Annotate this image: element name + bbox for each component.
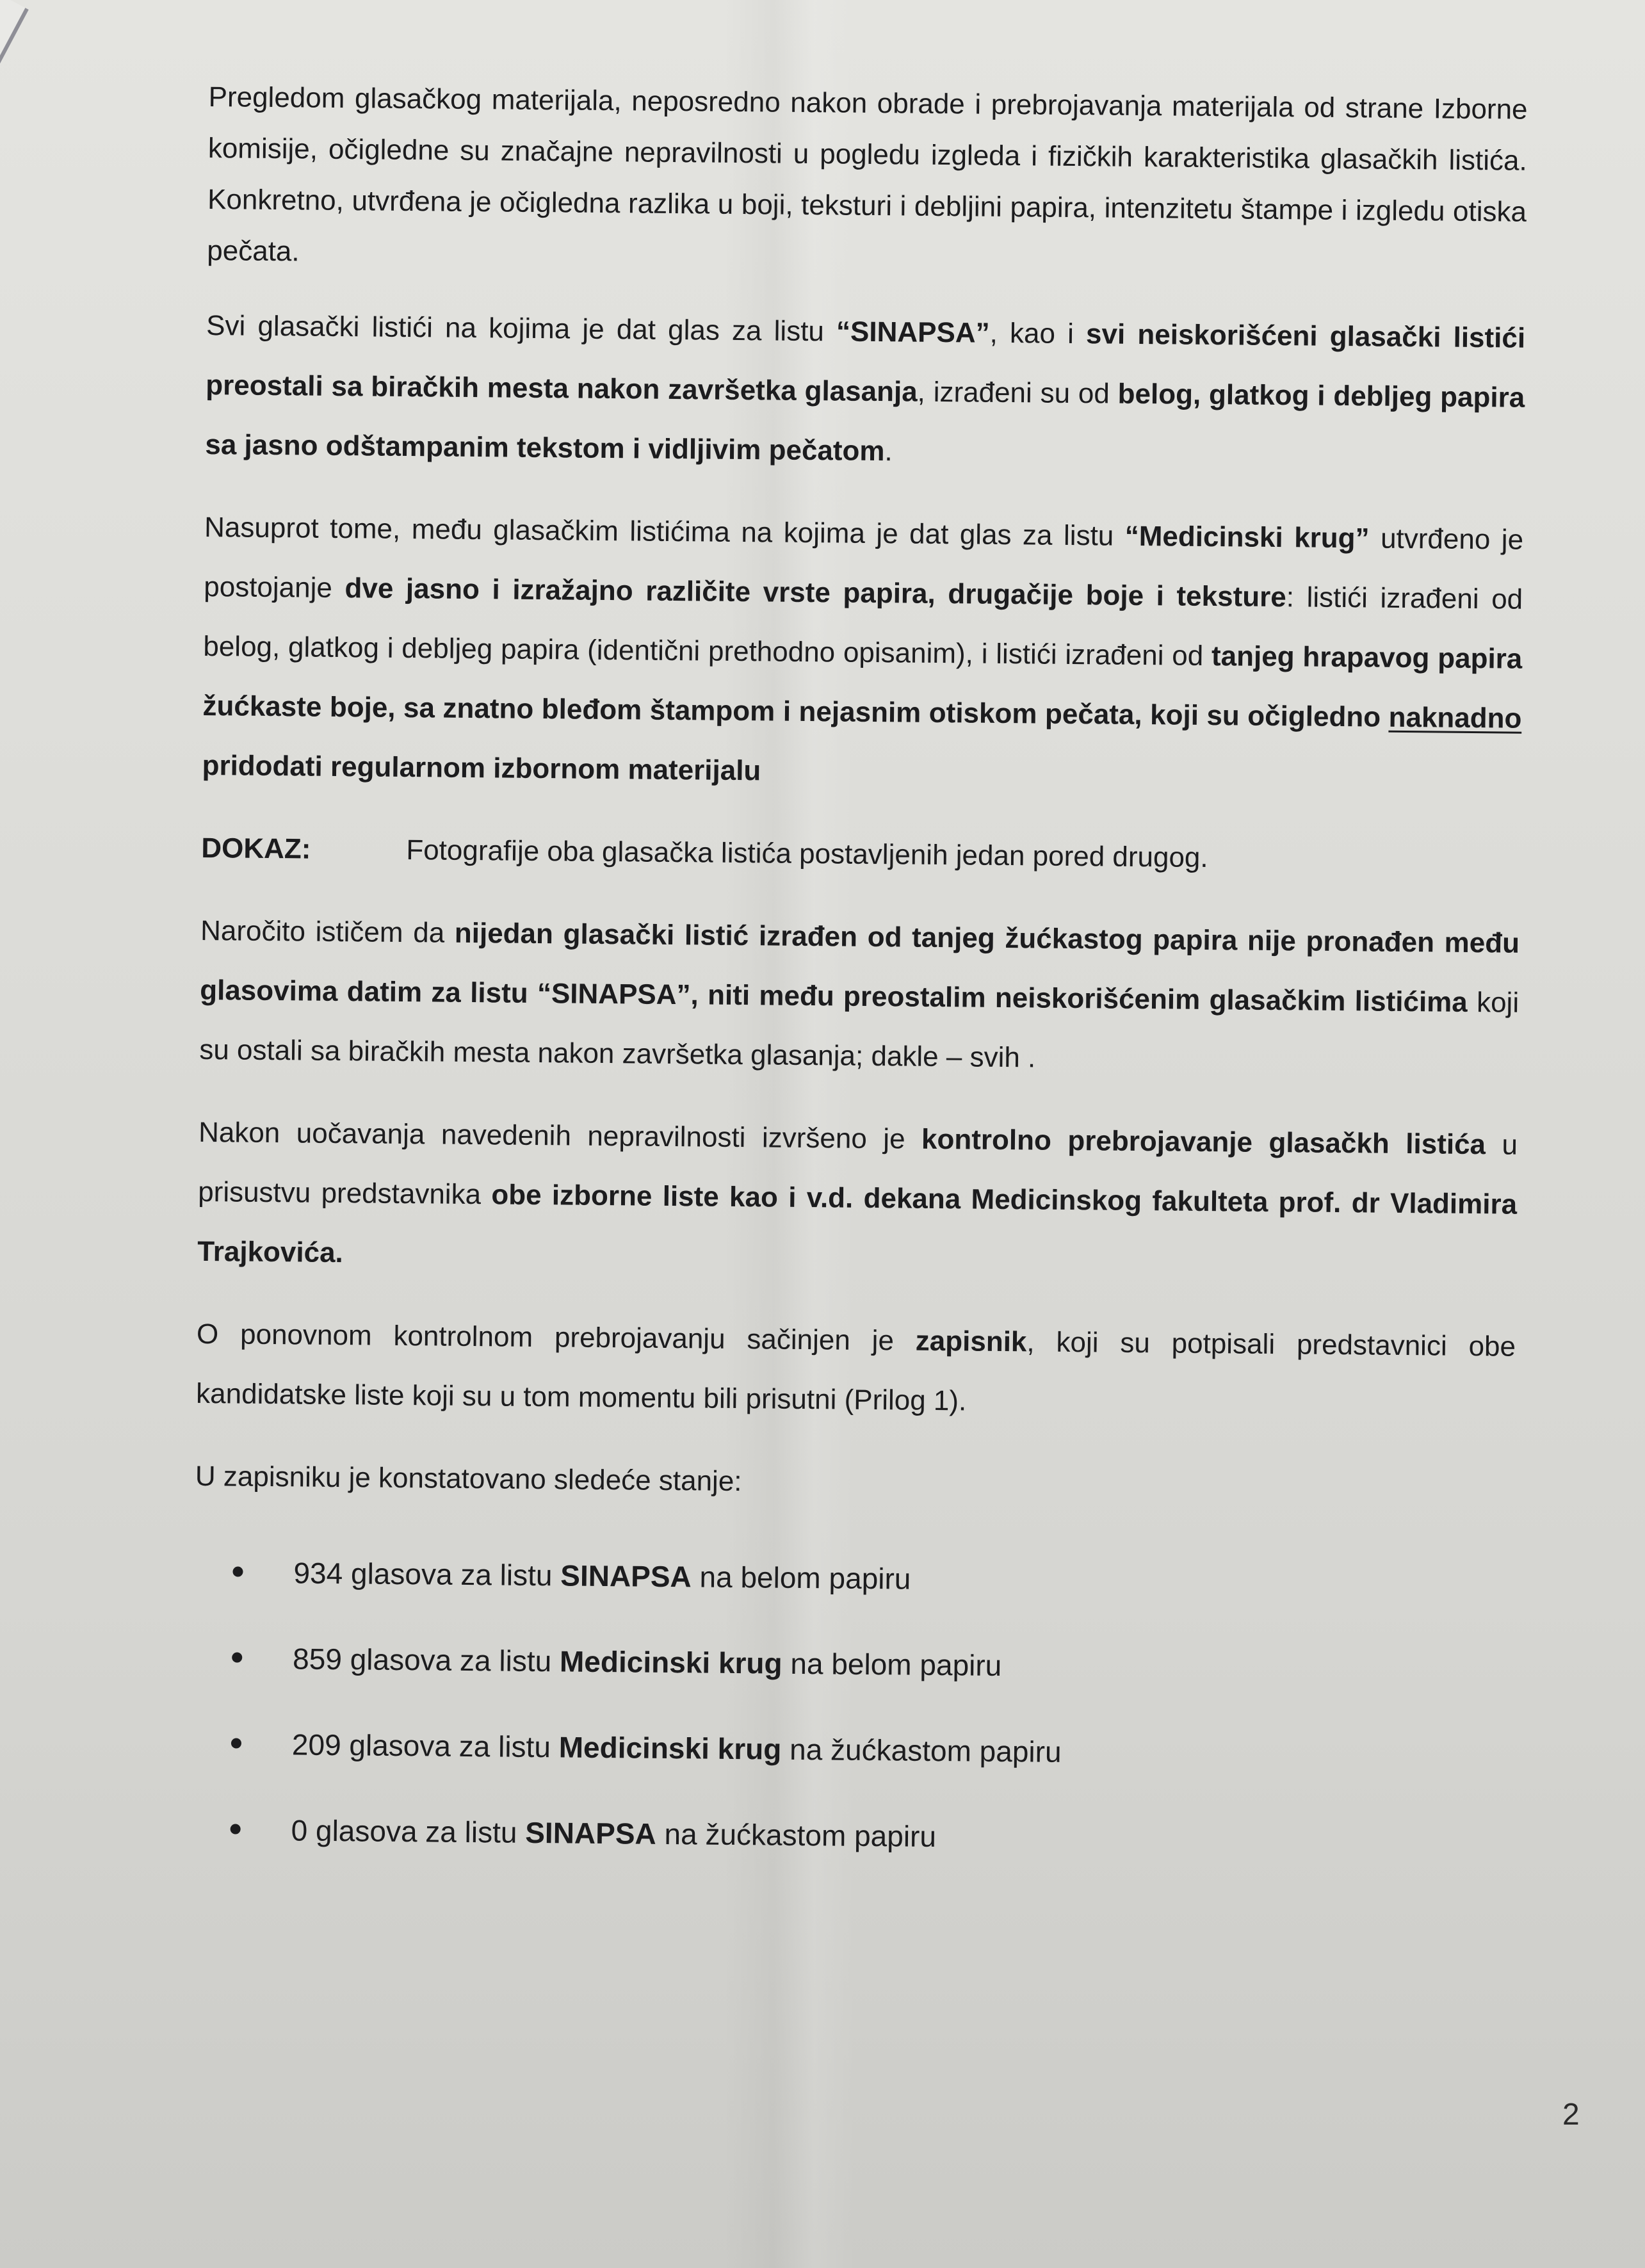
evidence-line: [201, 818, 1521, 891]
text-span: U zapisniku je konstatovano sledeće stanje:: [195, 1460, 742, 1498]
text-span: glasova za listu: [307, 1813, 526, 1849]
bold-text: zapisnik: [915, 1325, 1027, 1358]
list-name: Medicinski krug: [559, 1644, 782, 1680]
text-span: : listići izrađeni od belog, glatkog i debljeg papira (identični prethodno opisanim), i listići izrađeni od: [203, 581, 1523, 672]
text-span: glasova za listu: [342, 1557, 561, 1592]
text-span: koji su ostali sa biračkih mesta nakon završetka glasanja; dakle – svih .: [199, 986, 1519, 1074]
paragraph-text: Pregledom glasačkog materijala, neposredno nakon obrade i prebrojavanja materijala od strane Izborne komisije, očigledne su značajne nepravilnosti u pogledu izgleda i fizičkih karakteristika glasačkih listića. Konkretno, utvrđena je očigledna razlika u boji, teksturi i debljini papira, intenzitetu štampe i izgledu otiska pečata.: [207, 81, 1528, 268]
results-list: [191, 1529, 1514, 1885]
paragraph-recount: [197, 1103, 1518, 1294]
result-item: [232, 1529, 1514, 1627]
text-span: , izrađeni su od: [917, 376, 1118, 410]
vote-count: 0: [291, 1813, 308, 1847]
list-name: SINAPSA: [560, 1559, 692, 1594]
paragraph-inspection-findings: [207, 72, 1528, 289]
list-name: Medicinski krug: [558, 1730, 782, 1766]
text-span: glasova za listu: [341, 1728, 559, 1764]
paper-corner-fold: [0, 0, 29, 100]
bold-text: pridodati regularnom izbornom materijalu: [202, 749, 761, 787]
result-item: [232, 1615, 1513, 1713]
paper-type: na žućkastom papiru: [781, 1732, 1062, 1769]
text-span: utvrđeno je postojanje: [204, 522, 1524, 604]
text-span: u prisustvu predstavnika: [197, 1129, 1518, 1211]
bold-text: belog, glatkog i debljeg papira sa jasno odštampanim tekstom i vidljivim pečatom: [205, 378, 1525, 467]
evidence-label: DOKAZ:: [201, 832, 311, 865]
vote-count: 859: [292, 1642, 343, 1676]
vote-count: 209: [291, 1728, 341, 1762]
bold-text: svi neiskorišćeni glasački listići preostali sa biračkih mesta nakon završetka glasanja: [206, 318, 1526, 408]
bold-text: kontrolno prebrojavanje glasačkh listića: [921, 1123, 1486, 1161]
underlined-text: naknadno: [1388, 701, 1522, 734]
paper-type: na žućkastom papiru: [656, 1817, 937, 1854]
paragraph-minutes-intro: [195, 1446, 1514, 1519]
text-span: Nakon uočavanja navedenih nepravilnosti izvršeno je: [198, 1116, 922, 1155]
bold-text: obe izborne liste kao i v.d. dekana Medicinskog fakulteta prof. dr Vladimira Trajkovića.: [197, 1179, 1518, 1269]
result-item: [230, 1786, 1511, 1884]
vote-count: 934: [293, 1556, 343, 1591]
document-body: [191, 72, 1528, 1885]
bold-text: dve jasno i izražajno različite vrste papira, drugačije boje i teksture: [344, 572, 1286, 613]
bold-list-name: “SINAPSA”: [836, 316, 990, 349]
bold-text: tanjeg hrapavog papira žućkaste boje, sa znatno bleđom štampom i nejasnim otiskom pečata, koji su očigledno: [202, 640, 1523, 733]
paragraph-sinapsa-ballots: [205, 296, 1526, 487]
paragraph-emphasis: [199, 901, 1520, 1092]
evidence-text: Fotografije oba glasačka listića postavljenih jedan pored drugog.: [406, 834, 1208, 874]
paper-type: na belom papiru: [782, 1646, 1002, 1683]
result-item: [231, 1701, 1512, 1799]
text-span: glasova za listu: [341, 1642, 560, 1678]
page-number: 2: [1562, 2098, 1580, 2132]
text-span: , koji su potpisali predstavnici obe kandidatske liste koji su u tom momentu bili prisutni (Prilog 1).: [195, 1326, 1516, 1417]
paragraph-medicinski-krug-ballots: [202, 498, 1523, 808]
text-span: .: [884, 435, 893, 467]
list-name: SINAPSA: [525, 1815, 657, 1851]
text-span: Nasuprot tome, među glasačkim listićima na kojima je dat glas za listu: [204, 511, 1126, 552]
paragraph-minutes: [196, 1304, 1516, 1436]
text-span: Naročito ističem da: [200, 914, 455, 949]
text-span: , kao i: [989, 317, 1087, 350]
paper-type: na belom papiru: [691, 1560, 911, 1596]
text-span: Svi glasački listići na kojima je dat glas za listu: [206, 309, 837, 348]
bold-text: nijedan glasački listić izrađen od tanjeg žućkastog papira nije pronađen među glasovima datim za listu “SINAPSA”, niti među preostalim neiskorišćenim glasačkim listićima: [199, 917, 1520, 1018]
text-span: O ponovnom kontrolnom prebrojavanju sačinjen je: [196, 1318, 916, 1357]
bold-list-name: “Medicinski krug”: [1124, 520, 1370, 555]
